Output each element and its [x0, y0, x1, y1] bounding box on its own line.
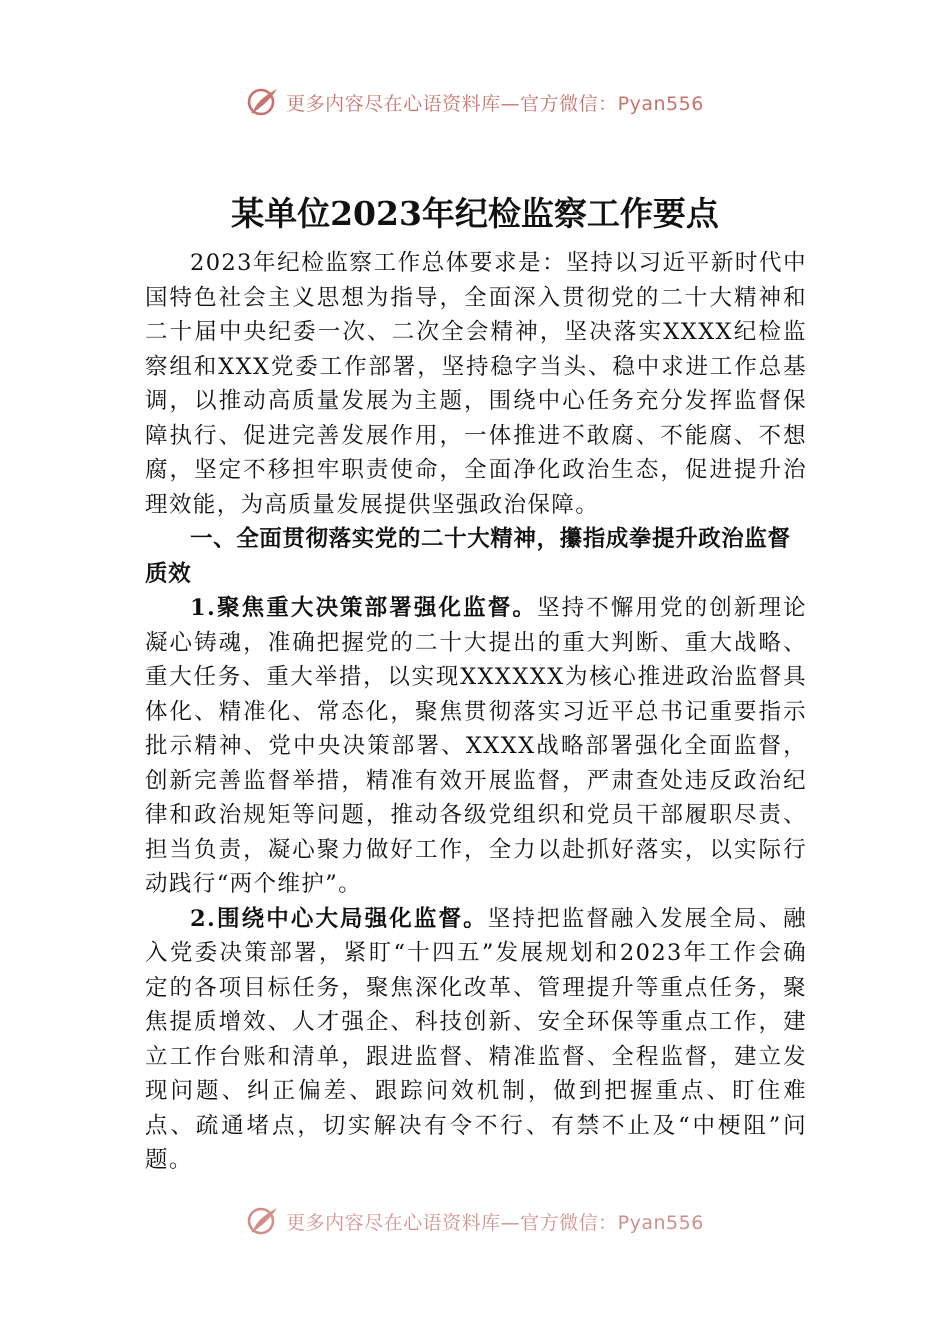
item-2-paragraph [145, 902, 807, 1178]
item-1-lead: 1.聚焦重大决策部署强化监督。 [190, 595, 537, 621]
item-2-lead: 2.围绕中心大局强化监督。 [190, 905, 488, 932]
intro-paragraph: 2023年纪检监察工作总体要求是：坚持以习近平新时代中国特色社会主义思想为指导，全面深入贯彻党的二十大精神和二十届中央纪委一次、二次全会精神，坚决落实XXXX纪检监察组和XXX党委工作部署，坚持稳字当头、稳中求进工作总基调，以推动高质量发展为主题，围绕中心任务充分发挥监督保障执行、促进完善发展作用，一体推进不敢腐、不能腐、不想腐，坚定不移担牢职责使命，全面净化政治生态，促进提升治理效能，为高质量发展提供坚强政治保障。 [145, 250, 807, 518]
watermark-header [0, 84, 950, 120]
quill-logo-icon [246, 1204, 280, 1238]
item-2-body: 坚持把监督融入发展全局、融入党委决策部署，紧盯“十四五”发展规划和2023年工作会确定的各项目标任务，聚焦深化改革、管理提升等重点任务，聚焦提质增效、人才强企、科技创新、安全环保等重点工作，建立工作台账和清单，跟进监督、精准监督、全程监督，建立发现问题、纠正偏差、跟踪问效机制，做到把握重点、盯住难点、疏通堵点，切实解决有令不行、有禁不止及“中梗阻”问题。 [145, 905, 807, 1173]
item-1-body: 坚持不懈用党的创新理论凝心铸魂，准确把握党的二十大提出的重大判断、重大战略、重大任务、重大举措，以实现XXXXXX为核心推进政治监督具体化、精准化、常态化，聚焦贯彻落实习近平总书记重要指示批示精神、党中央决策部署、XXXX战略部署强化全面监督，创新完善监督举措，精准有效开展监督，严肃查处违反政治纪律和政治规矩等问题，推动各级党组织和党员干部履职尽责、担当负责，凝心聚力做好工作，全力以赴抓好落实，以实际行动践行“两个维护”。 [145, 595, 807, 897]
quill-logo-icon [246, 85, 280, 119]
document-body [145, 246, 807, 1178]
watermark-text: 更多内容尽在心语资料库—官方微信：Pyan556 [286, 1211, 704, 1234]
watermark-text: 更多内容尽在心语资料库—官方微信：Pyan556 [286, 92, 704, 115]
section-1-heading: 一、全面贯彻落实党的二十大精神，攥指成拳提升政治监督质效 [145, 526, 791, 587]
watermark-footer [0, 1206, 950, 1236]
document-title: 某单位2023年纪检监察工作要点 [231, 194, 719, 233]
item-1-paragraph [145, 591, 807, 902]
